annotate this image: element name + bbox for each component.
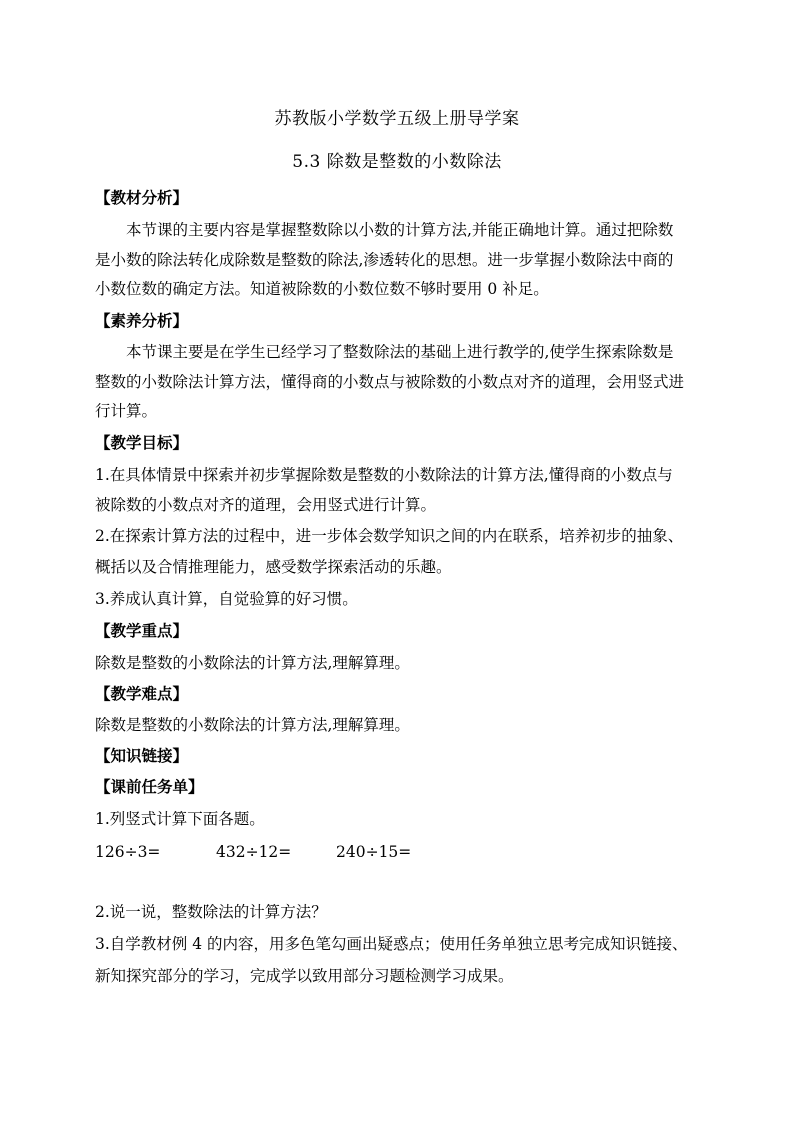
paragraph-line: 是小数的除法转化成除数是整数的除法,渗透转化的思想。进一步掌握小数除法中商的	[95, 251, 674, 269]
section-heading-literacy-analysis: 【素养分析】	[95, 311, 189, 330]
paragraph-line: 整数的小数除法计算方法，懂得商的小数点与被除数的小数点对齐的道理，会用竖式进	[95, 373, 685, 391]
goal-line: 概括以及合情推理能力，感受数学探索活动的乐趣。	[95, 558, 452, 576]
goal-line: 被除数的小数点对齐的道理，会用竖式进行计算。	[95, 496, 437, 514]
section-heading-difficulties: 【教学难点】	[95, 684, 189, 703]
calc-exercise: 126÷3=	[95, 843, 161, 861]
task-item-2: 2.说一说，整数除法的计算方法？	[95, 903, 327, 921]
paragraph-line: 本节课主要是在学生已经学习了整数除法的基础上进行教学的,使学生探索除数是	[126, 343, 674, 361]
goal-line: 1.在具体情景中探索并初步掌握除数是整数的小数除法的计算方法,懂得商的小数点与	[95, 466, 673, 484]
task-item-3-continued: 新知探究部分的学习，完成学以致用部分习题检测学习成果。	[95, 967, 514, 985]
goal-line: 2.在探索计算方法的过程中，进一步体会数学知识之间的内在联系，培养初步的抽象、	[95, 527, 684, 545]
paragraph-line: 行计算。	[95, 402, 158, 420]
paragraph-line: 本节课的主要内容是掌握整数除以小数的计算方法,并能正确地计算。通过把除数	[126, 221, 674, 239]
key-points-text: 除数是整数的小数除法的计算方法,理解算理。	[95, 654, 410, 672]
document-title: 苏教版小学数学五级上册导学案	[274, 109, 520, 129]
lesson-title: 5.3 除数是整数的小数除法	[292, 152, 502, 172]
difficulties-text: 除数是整数的小数除法的计算方法,理解算理。	[95, 716, 410, 734]
task-item-3: 3.自学教材例 4 的内容，用多色笔勾画出疑惑点；使用任务单独立思考完成知识链接、	[95, 935, 688, 953]
task-item-1: 1.列竖式计算下面各题。	[95, 810, 265, 828]
calc-exercise: 240÷15=	[336, 843, 412, 861]
section-heading-key-points: 【教学重点】	[95, 621, 189, 640]
section-heading-knowledge-link: 【知识链接】	[95, 746, 189, 765]
calc-exercise: 432÷12=	[216, 843, 292, 861]
goal-line: 3.养成认真计算，自觉验算的好习惯。	[95, 590, 358, 608]
section-heading-pre-class-tasks: 【课前任务单】	[95, 777, 204, 796]
paragraph-line: 小数位数的确定方法。知道被除数的小数位数不够时要用 0 补足。	[95, 280, 549, 298]
section-heading-teaching-goals: 【教学目标】	[95, 433, 189, 452]
section-heading-textbook-analysis: 【教材分析】	[95, 188, 189, 207]
